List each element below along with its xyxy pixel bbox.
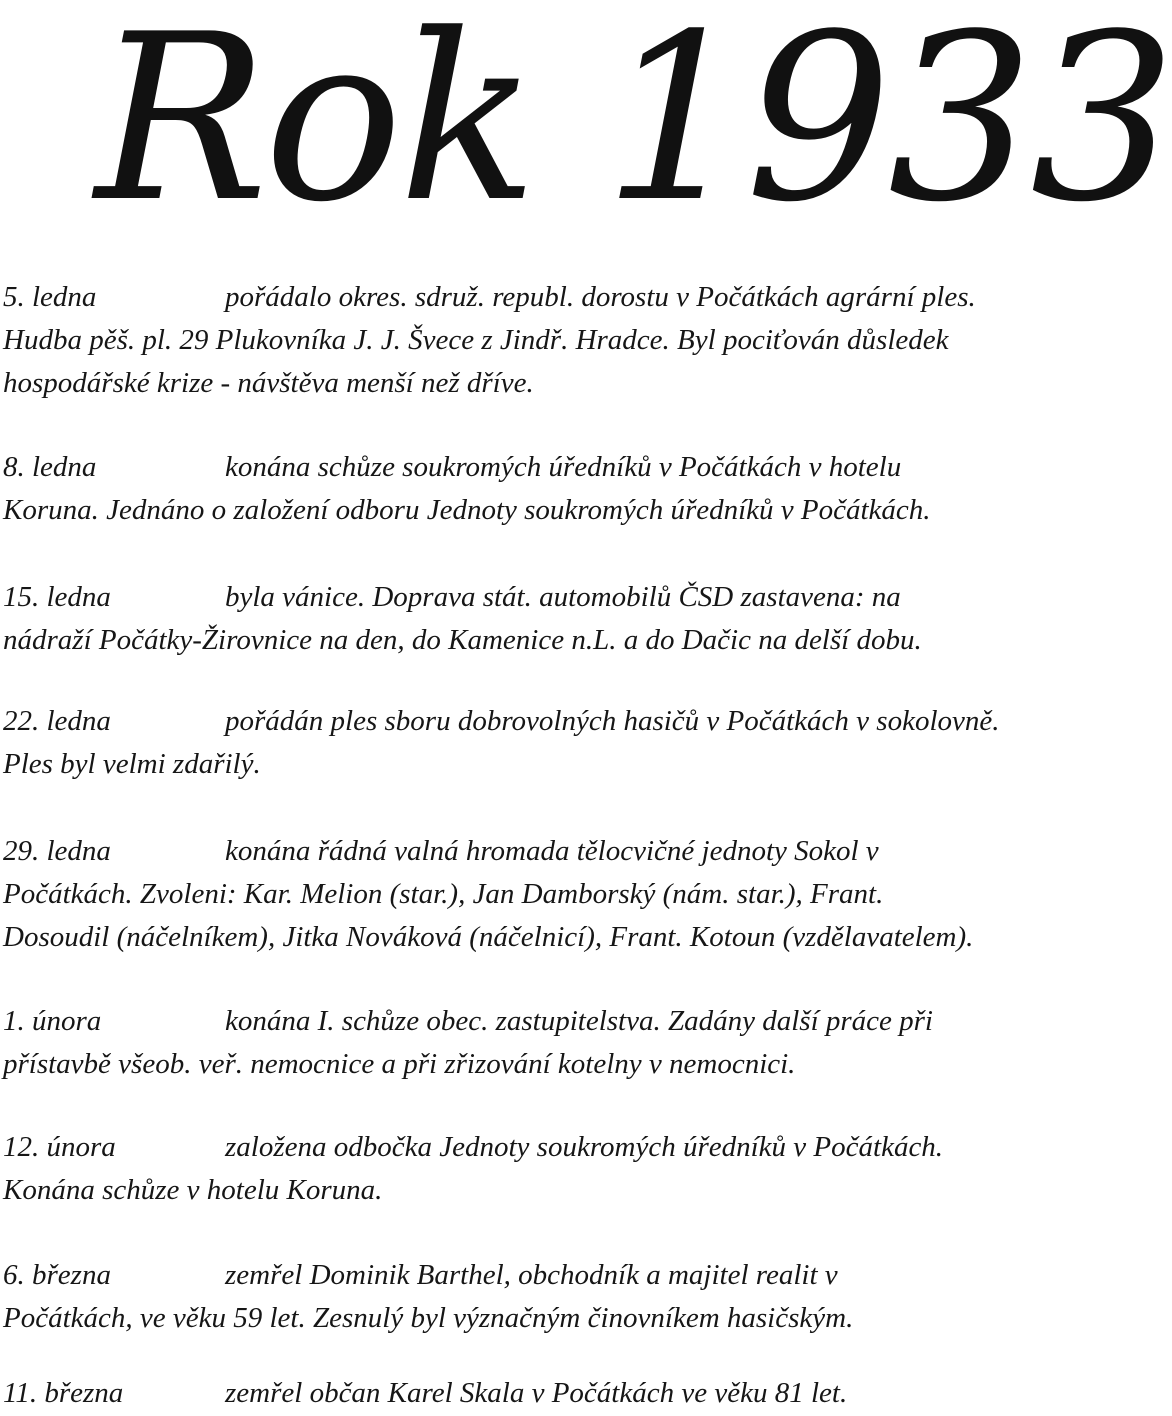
entry-line: [3, 1254, 955, 1297]
entry-line: [3, 276, 976, 319]
entry-line: [3, 446, 955, 489]
page-title: Rok 1933: [95, 0, 1172, 253]
entry-text: zemřel Dominik Barthel, obchodník a majitel realit v: [225, 1259, 838, 1291]
entry-line: [3, 830, 955, 873]
entry-text: byla vánice. Doprava stát. automobilů ČSD zastavena: na: [225, 581, 901, 613]
entry-text: pořádán ples sboru dobrovolných hasičů v Počátkách v sokolovně.: [225, 705, 1000, 737]
entry-22-ledna: [3, 700, 1000, 786]
entry-29-ledna: [3, 830, 974, 959]
entry-date: 6. března: [3, 1259, 111, 1291]
entry-line: [3, 700, 1000, 743]
entry-line: Hudba pěš. pl. 29 Plukovníka J. J. Švece z Jindř. Hradce. Byl pociťován důsledek: [3, 324, 949, 356]
entry-line: Dosoudil (náčelníkem), Jitka Nováková (náčelnicí), Frant. Kotoun (vzdělavatelem).: [3, 921, 974, 953]
entry-15-ledna: [3, 576, 955, 662]
entry-text: založena odbočka Jednoty soukromých úředníků v Počátkách.: [225, 1131, 944, 1163]
entry-12-unora: [3, 1126, 955, 1212]
entry-1-unora: [3, 1000, 955, 1086]
entry-text: zemřel občan Karel Skala v Počátkách ve věku 81 let.: [225, 1377, 848, 1409]
entry-line: Počátkách, ve věku 59 let. Zesnulý byl význačným činovníkem hasičským.: [3, 1302, 854, 1334]
entry-text: pořádalo okres. sdruž. republ. dorostu v Počátkách agrární ples.: [225, 281, 976, 313]
entry-line: [3, 1372, 955, 1415]
entry-line: přístavbě všeob. veř. nemocnice a při zřizování kotelny v nemocnici.: [3, 1048, 796, 1080]
entry-date: 11. března: [3, 1377, 124, 1409]
entry-line: [3, 1126, 955, 1169]
entry-date: 12. února: [3, 1131, 116, 1163]
entry-line: [3, 576, 955, 619]
entry-11-brezna: [3, 1372, 955, 1415]
entry-line: [3, 1000, 955, 1043]
entry-text: konána řádná valná hromada tělocvičné jednoty Sokol v: [225, 835, 879, 867]
entry-text: konána I. schůze obec. zastupitelstva. Zadány další práce při: [225, 1005, 933, 1037]
entry-date: 15. ledna: [3, 581, 111, 613]
entry-date: 1. února: [3, 1005, 102, 1037]
entry-line: hospodářské krize - návštěva menší než dříve.: [3, 367, 534, 399]
entry-text: konána schůze soukromých úředníků v Počátkách v hotelu: [225, 451, 902, 483]
entry-line: nádraží Počátky-Žirovnice na den, do Kamenice n.L. a do Dačic na delší dobu.: [3, 624, 922, 656]
entry-date: 29. ledna: [3, 835, 111, 867]
entry-line: Koruna. Jednáno o založení odboru Jednoty soukromých úředníků v Počátkách.: [3, 494, 931, 526]
entry-date: 8. ledna: [3, 451, 97, 483]
entry-line: Ples byl velmi zdařilý.: [3, 748, 261, 780]
entry-date: 22. ledna: [3, 705, 111, 737]
entry-5-ledna: [3, 276, 976, 405]
entry-date: 5. ledna: [3, 281, 97, 313]
entry-line: Konána schůze v hotelu Koruna.: [3, 1174, 383, 1206]
entry-6-brezna: [3, 1254, 955, 1340]
entry-line: Počátkách. Zvoleni: Kar. Melion (star.), Jan Damborský (nám. star.), Frant.: [3, 878, 884, 910]
entry-8-ledna: [3, 446, 955, 532]
